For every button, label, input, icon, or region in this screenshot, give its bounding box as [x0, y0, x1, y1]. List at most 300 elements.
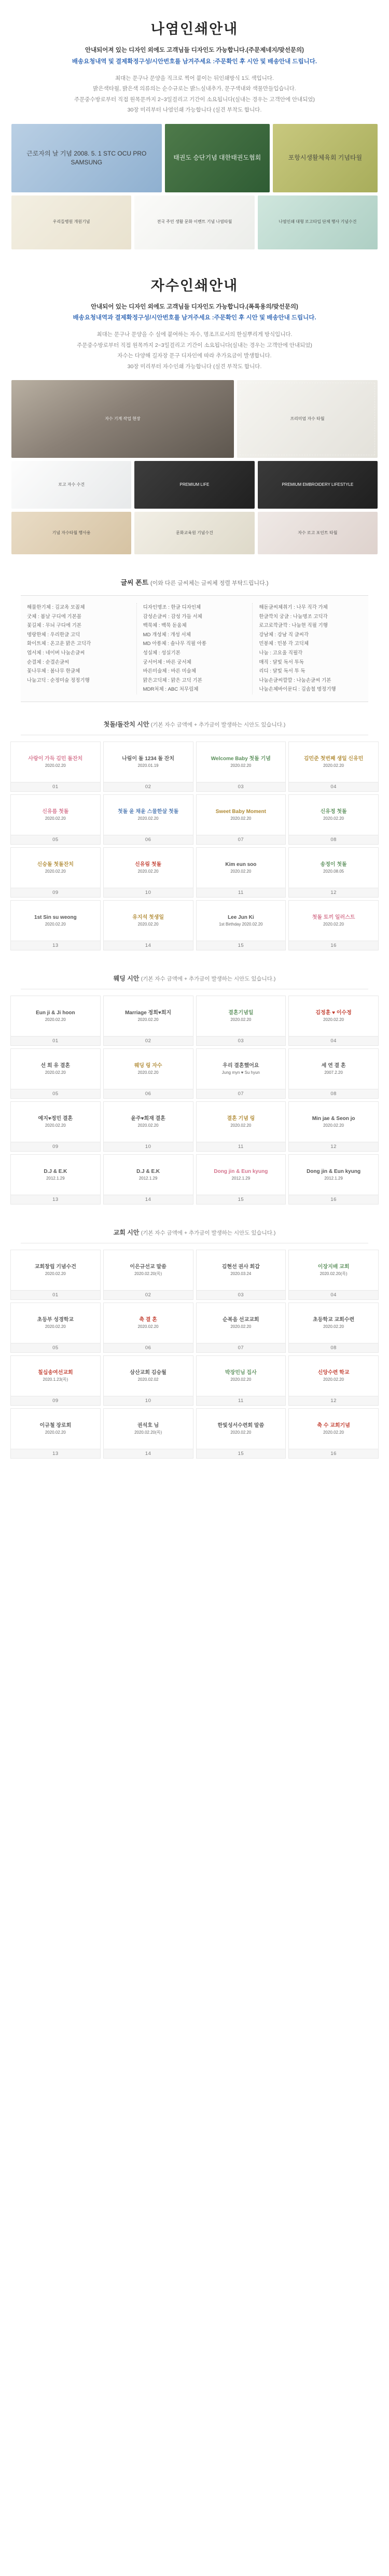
- sample-item-main-text: 신유정 첫돌: [320, 808, 347, 815]
- sample-item-sub-text: 2020.02.20: [137, 1324, 159, 1329]
- sample-row: [10, 1154, 379, 1205]
- sample-item[interactable]: [288, 1154, 379, 1205]
- sample-item-main-text: Marriage 정희♥희지: [125, 1010, 172, 1016]
- sample-item-main-text: 이규철 장로회: [39, 1422, 72, 1429]
- sample-item-sub-text: 2020.02.20: [45, 1123, 66, 1128]
- sample-item-sub-text: 2020.02.20: [230, 1123, 252, 1128]
- sample-item-main-text: 첫돌 토끼 일러스트: [312, 914, 355, 920]
- embroidery-photo-row-3: [11, 512, 378, 554]
- sample-item-main-text: 나림이 돌 1234 돌 잔치: [122, 755, 175, 762]
- sample-item-artwork[interactable]: [288, 1408, 379, 1449]
- sample-item[interactable]: [103, 1303, 193, 1353]
- sample-item-artwork[interactable]: [288, 1154, 379, 1195]
- sample-item-number: 07: [196, 835, 286, 845]
- sample-item-artwork[interactable]: [103, 847, 193, 888]
- sample-row: [10, 1408, 379, 1459]
- embroidery-photo-3: [11, 461, 131, 509]
- font-spec-item: MDR처체 : ABC 처무림체: [143, 687, 199, 693]
- sample-item-number: 14: [103, 1449, 193, 1459]
- font-spec-column-3: [253, 603, 368, 694]
- sample-item-artwork[interactable]: [103, 1048, 193, 1089]
- embroidery-photo-row-1: [11, 380, 378, 458]
- print-photo-6-caption: 나염인쇄 대형 로고타입 단체 행사 기념수건: [279, 219, 357, 225]
- sample-item-number: 04: [288, 1290, 379, 1300]
- sample-item-number: 14: [103, 1195, 193, 1205]
- sample-row: [10, 1250, 379, 1300]
- print-section-body: [0, 68, 389, 116]
- sample-item[interactable]: [10, 1250, 101, 1300]
- sample-item-main-text: D.J & E.K: [44, 1168, 67, 1174]
- sample-item-sub-text: 2020.02.20(목): [319, 1271, 348, 1276]
- sample-row: [10, 996, 379, 1046]
- font-spec-item: 순결체 : 순결손글씨: [27, 659, 70, 665]
- sample-item-main-text: 축 수 교회기념: [317, 1422, 350, 1429]
- sample-item-number: 12: [288, 1396, 379, 1406]
- sample-item-artwork[interactable]: [103, 741, 193, 782]
- sample-item-artwork[interactable]: [10, 1048, 101, 1089]
- sample-item-sub-text: 2020.1.23(목): [43, 1377, 68, 1382]
- sample-item-number: 01: [10, 1036, 101, 1046]
- sample-item-artwork[interactable]: [196, 1408, 286, 1449]
- sample-item[interactable]: [288, 794, 379, 845]
- sample-item-number: 11: [196, 1396, 286, 1406]
- sample-item-artwork[interactable]: [10, 794, 101, 835]
- sample-item-main-text: 칠십송여선교회: [38, 1369, 73, 1376]
- sample-item-number: 09: [10, 1396, 101, 1406]
- sample-group-title: [0, 702, 389, 730]
- sample-item-sub-text: 2020.02.20: [45, 1017, 66, 1022]
- sample-item[interactable]: [196, 1154, 286, 1205]
- print-photo-2-caption: 태권도 승단기념 대한태권도협회: [173, 154, 261, 162]
- sample-item-main-text: Dong jin & Eun kyung: [214, 1168, 268, 1174]
- sample-item-artwork[interactable]: [288, 1101, 379, 1142]
- sample-item[interactable]: [288, 900, 379, 950]
- font-spec-item: 꽃나무체 : 봄나무 한글체: [27, 668, 80, 675]
- embroidery-body-line-3: 자수는 다양해 길자장 문구 디자인에 따라 추가요금이 발생합니다.: [117, 353, 272, 359]
- sample-item-main-text: 1st Sin su weong: [34, 914, 77, 920]
- sample-item-sub-text: 2020.02.20: [137, 1123, 159, 1128]
- embroidery-sub-line-2: 배송요청내역과 결제확정구성/시안번호를 남겨주세요 :주문확인 후 시안 및 배송안내 드립니다.: [73, 315, 316, 321]
- sample-item-number: 03: [196, 1036, 286, 1046]
- sample-item-number: 10: [103, 1396, 193, 1406]
- print-body-line-3: 주문중수방로부터 직접 원목문까지 2~3일걸리고 기간이 소요됩니다(실내는 경우는 고객안에 안내되었): [74, 96, 315, 103]
- sample-item-number: 06: [103, 1343, 193, 1353]
- font-spec-item: 로고로깍글깍 : 나눔현 직필 기행: [259, 623, 328, 629]
- print-photo-3-caption: 포항시생활체육회 기념타월: [288, 154, 363, 162]
- font-spec-table: [21, 595, 368, 702]
- sample-item-artwork[interactable]: [10, 1303, 101, 1343]
- sample-item[interactable]: [196, 1408, 286, 1459]
- embroidery-photo-7-caption: 문화교육원 기념수건: [176, 530, 213, 535]
- sample-item-artwork[interactable]: [288, 1250, 379, 1290]
- sample-item-artwork[interactable]: [288, 794, 379, 835]
- sample-item-number: 09: [10, 1142, 101, 1152]
- embroidery-photo-2-caption: 프리미엄 자수 타월: [290, 416, 325, 421]
- sample-item-number: 06: [103, 835, 193, 845]
- sample-group: [0, 956, 389, 1210]
- sample-item-artwork[interactable]: [103, 1355, 193, 1396]
- sample-item[interactable]: [103, 1101, 193, 1152]
- sample-item-artwork[interactable]: [103, 1408, 193, 1449]
- sample-item[interactable]: [196, 1250, 286, 1300]
- font-spec-item: MD 아롱체 : 솔나무 직필 아롱: [143, 641, 207, 647]
- sample-item-main-text: 유지석 첫생일: [132, 914, 164, 920]
- sample-group-title-text: 첫돌/돌잔치 시안: [103, 720, 151, 728]
- print-photo-4: [11, 195, 131, 249]
- sample-item-sub-text: 2020.02.20: [137, 1070, 159, 1075]
- sample-row: [10, 847, 379, 898]
- sample-item[interactable]: [196, 1101, 286, 1152]
- sample-item-main-text: 김정훈 ♥ 이수정: [315, 1010, 352, 1016]
- sample-row: [10, 1355, 379, 1406]
- sample-item[interactable]: [10, 741, 101, 792]
- font-spec-item: 명랑한체 : 우리한글 고딕: [27, 632, 80, 638]
- sample-item[interactable]: [103, 794, 193, 845]
- sample-item-number: 08: [288, 835, 379, 845]
- sample-item-number: 09: [10, 888, 101, 898]
- sample-item-main-text: 사랑이 가득 김민 돌잔치: [28, 755, 83, 762]
- sample-item[interactable]: [196, 741, 286, 792]
- sample-item-number: 15: [196, 1449, 286, 1459]
- sample-item-number: 08: [288, 1343, 379, 1353]
- embroidery-photo-3-caption: 로고 자수 수건: [58, 482, 85, 487]
- font-spec-item: 꽃길체 : 무늬 구디에 기본: [27, 623, 81, 629]
- sample-item-sub-text: 2020.08.05: [323, 869, 344, 874]
- sample-item-number: 02: [103, 1290, 193, 1300]
- sample-group-title-text: 교회 시안: [113, 1228, 141, 1236]
- sample-item[interactable]: [103, 741, 193, 792]
- sample-item-main-text: Dong jin & Eun kyung: [307, 1168, 361, 1174]
- sample-item-sub-text: 1st Birthday 2020.02.20: [219, 921, 263, 927]
- sample-item-main-text: 초등부 성경학교: [37, 1317, 74, 1323]
- embroidery-section: [0, 257, 389, 562]
- sample-item-artwork[interactable]: [10, 1355, 101, 1396]
- sample-item[interactable]: [288, 1303, 379, 1353]
- sample-item-sub-text: 2012.1.29: [138, 1175, 158, 1181]
- print-section-subtitle: [0, 45, 389, 68]
- sample-item-main-text: 순복음 선교교회: [223, 1317, 259, 1323]
- sample-item-main-text: 이장지배 교회: [317, 1264, 350, 1270]
- sample-item-main-text: 박장민님 집사: [225, 1369, 257, 1376]
- sample-item-main-text: 윤주♥희재 결혼: [131, 1115, 165, 1122]
- sample-item-number: 02: [103, 782, 193, 792]
- sample-item-main-text: 선 희 유 결혼: [40, 1062, 71, 1069]
- sample-item-sub-text: 2020.02.20: [45, 763, 66, 768]
- sample-item[interactable]: [10, 996, 101, 1046]
- sample-item-main-text: Sweet Baby Moment: [215, 808, 266, 815]
- sample-item-artwork[interactable]: [103, 1303, 193, 1343]
- sample-item-artwork[interactable]: [10, 1101, 101, 1142]
- sample-item-artwork[interactable]: [10, 996, 101, 1036]
- sample-item-sub-text: 2020.01.19: [137, 763, 159, 768]
- font-spec-section: [0, 562, 389, 702]
- font-spec-item: 해물한기체 : 김교옥 모꼴체: [27, 605, 85, 611]
- font-spec-item: 매직 : 달빛 독서 투독: [259, 659, 304, 665]
- sample-item-number: 11: [196, 888, 286, 898]
- print-section-title: 나염인쇄안내: [150, 21, 239, 37]
- sample-item-main-text: 결혼기념일: [228, 1010, 254, 1016]
- sample-item-sub-text: 2012.1.29: [231, 1175, 251, 1181]
- embroidery-section-body: [0, 324, 389, 372]
- sample-item-artwork[interactable]: [196, 794, 286, 835]
- embroidery-photo-row-2: [11, 461, 378, 509]
- print-section: [0, 0, 389, 257]
- sample-item[interactable]: [196, 1048, 286, 1099]
- sample-item-main-text: 첫돌 윤 채윤 스물한살 첫돌: [117, 808, 179, 815]
- sample-item-artwork[interactable]: [288, 1303, 379, 1343]
- font-spec-item: 맑은고딕체 : 맑은 고딕 기본: [143, 677, 202, 683]
- sample-item-number: 06: [103, 1089, 193, 1099]
- sample-item-sub-text: 2007.2.20: [324, 1070, 343, 1075]
- sample-item[interactable]: [196, 1303, 286, 1353]
- font-spec-item: 굿체 : 봄날 구디에 기본꼴: [27, 613, 81, 620]
- sample-item[interactable]: [288, 1408, 379, 1459]
- print-photo-2: [165, 124, 270, 192]
- sample-item[interactable]: [10, 847, 101, 898]
- sample-item-main-text: 삼산교회 김승월: [130, 1369, 166, 1376]
- sample-item-main-text: 교회창립 기념수건: [34, 1264, 76, 1270]
- sample-item-sub-text: 2020.02.20: [323, 816, 344, 821]
- sample-item-sub-text: Jung myn ♥ Su hyun: [221, 1070, 260, 1075]
- sample-item-artwork[interactable]: [196, 1101, 286, 1142]
- sample-item[interactable]: [196, 794, 286, 845]
- sample-group-title-note: (기본 자수 금액에 + 추가금이 발생하는 시안도 있습니다.): [141, 975, 276, 982]
- sample-item[interactable]: [288, 1048, 379, 1099]
- sample-item[interactable]: [196, 1355, 286, 1406]
- sample-item-number: 03: [196, 1290, 286, 1300]
- sample-item-sub-text: 2020.02.20: [323, 1123, 344, 1128]
- font-spec-item: 화이트체 : 온고운 맑은 고딕각: [27, 641, 91, 647]
- font-spec-heading: [0, 562, 389, 589]
- font-spec-item: 백묵체 : 백묵 돋움체: [143, 623, 187, 629]
- sample-item[interactable]: [10, 1154, 101, 1205]
- font-spec-item: 디자인명조 : 한글 디자인체: [143, 605, 201, 611]
- sample-item-artwork[interactable]: [288, 741, 379, 782]
- sample-item-main-text: 세 연 결 혼: [321, 1062, 346, 1069]
- sample-item-sub-text: 2020.02.20: [323, 1430, 344, 1435]
- sample-item-artwork[interactable]: [103, 1101, 193, 1142]
- sample-item-sub-text: 2012.1.29: [46, 1175, 65, 1181]
- font-spec-column-1: [21, 603, 137, 694]
- embroidery-photo-6-caption: 기념 자수타월 행사용: [52, 530, 91, 535]
- sample-item-sub-text: 2020.02.20: [323, 921, 344, 927]
- sample-item[interactable]: [103, 900, 193, 950]
- print-sub-line-1: 안내되어져 있는 디자인 외에도 고객님들 디자인도 가능합니다.(주문제네지/맞선문의): [85, 47, 304, 53]
- sample-item-sub-text: 2020.02.20: [230, 1377, 252, 1382]
- sample-item-artwork[interactable]: [103, 1154, 193, 1195]
- font-spec-item: MD 개성체 : 개성 서체: [143, 632, 191, 638]
- sample-item-artwork[interactable]: [10, 1408, 101, 1449]
- sample-item-sub-text: 2020.03.24: [230, 1271, 252, 1276]
- sample-item-number: 15: [196, 941, 286, 950]
- sample-item-number: 16: [288, 1195, 379, 1205]
- sample-group-title: [0, 956, 389, 984]
- sample-row: [10, 1303, 379, 1353]
- print-photo-6: [258, 195, 378, 249]
- sample-group-title-note: (기본 자수 금액에 + 추가금이 발생하는 시안도 있습니다.): [150, 721, 286, 728]
- sample-item[interactable]: [10, 1408, 101, 1459]
- sample-group: [0, 702, 389, 956]
- sample-row: [10, 1101, 379, 1152]
- embroidery-photo-1-caption: 자수 기계 작업 현장: [105, 416, 141, 421]
- sample-item-artwork[interactable]: [10, 1250, 101, 1290]
- font-spec-item: 해돋글씨체취기 : 나무 직각 가체: [259, 605, 328, 611]
- sample-item-artwork[interactable]: [196, 996, 286, 1036]
- sample-item-artwork[interactable]: [196, 1048, 286, 1089]
- sample-item[interactable]: [103, 1408, 193, 1459]
- sample-item-sub-text: 2020.02.20: [45, 816, 66, 821]
- sample-item[interactable]: [103, 996, 193, 1046]
- print-sub-line-2: 배송요청내역 및 결제확정구성/시안번호를 남겨주세요 :주문확인 후 시안 및 배송안내 드립니다.: [72, 58, 317, 65]
- sample-item-number: 05: [10, 1089, 101, 1099]
- sample-item-main-text: 한빛성서수련회 말씀: [217, 1422, 265, 1429]
- font-spec-heading-note: (이와 다른 글씨체는 글씨체 정렬 부탁드립니다.): [150, 580, 269, 587]
- embroidery-body-line-2: 주문중수방로부터 직접 원목까지 2~3일걸리고 기간이 소요됩니다(실내는 경우는 고객안에 안내되었): [77, 342, 312, 348]
- sample-item[interactable]: [10, 1101, 101, 1152]
- sample-item-artwork[interactable]: [103, 1250, 193, 1290]
- sample-item-artwork[interactable]: [10, 1154, 101, 1195]
- embroidery-section-title: 자수인쇄안내: [150, 277, 239, 293]
- sample-item-number: 14: [103, 941, 193, 950]
- sample-item-main-text: 신앙수련 학교: [317, 1369, 350, 1376]
- print-body-line-4: 30장 미리부터 나염인쇄 가능합니다 (실견 부착도 합니다.: [127, 107, 262, 114]
- sample-item-artwork[interactable]: [288, 847, 379, 888]
- embroidery-photo-8-caption: 자수 로고 포인트 타월: [298, 530, 338, 535]
- sample-grid: [0, 989, 389, 1210]
- print-photo-4-caption: 우리들병원 개원기념: [52, 219, 90, 225]
- print-body-line-1: 최대는 문구나 문양을 직크로 찍어 붙이는 뒤인쇄방식 1도 색입니다.: [115, 75, 274, 81]
- font-spec-item: 나눔손체바이문디 : 김솜철 명정기행: [259, 687, 336, 693]
- font-spec-item: 궁서어체 : 바른 궁서체: [143, 659, 191, 665]
- sample-item-sub-text: 2020.02.20: [45, 1271, 66, 1276]
- font-spec-item: 나눔고딕 : 순정미술 정정기행: [27, 677, 90, 683]
- font-spec-heading-title: 글씨 폰트: [120, 579, 149, 587]
- embroidery-photo-4-caption: PREMIUM LIFE: [179, 482, 210, 487]
- sample-item-number: 10: [103, 1142, 193, 1152]
- sample-item-main-text: Lee Jun Ki: [228, 914, 254, 920]
- sample-item-sub-text: 2020.02.20: [45, 869, 66, 874]
- sample-item-number: 12: [288, 1142, 379, 1152]
- sample-group-title-text: 웨딩 시안: [113, 974, 141, 982]
- sample-item-number: 05: [10, 1343, 101, 1353]
- sample-item-number: 03: [196, 782, 286, 792]
- sample-item-number: 16: [288, 1449, 379, 1459]
- sample-item[interactable]: [288, 996, 379, 1046]
- sample-item[interactable]: [103, 1154, 193, 1205]
- sample-item[interactable]: [288, 1101, 379, 1152]
- sample-item[interactable]: [196, 847, 286, 898]
- sample-item-artwork[interactable]: [288, 900, 379, 941]
- sample-item-artwork[interactable]: [103, 996, 193, 1036]
- sample-item[interactable]: [10, 1355, 101, 1406]
- sample-item-artwork[interactable]: [10, 741, 101, 782]
- sample-row: [10, 900, 379, 950]
- print-photo-1: [11, 124, 162, 192]
- sample-item-sub-text: 2020.02.20: [45, 1324, 66, 1329]
- sample-item-sub-text: 2020.02.20: [230, 1430, 252, 1435]
- sample-item-artwork[interactable]: [103, 900, 193, 941]
- embroidery-photo-5-caption: PREMIUM EMBROIDERY LIFESTYLE: [282, 482, 354, 487]
- sample-item-artwork[interactable]: [103, 794, 193, 835]
- sample-item-main-text: 축 결 혼: [139, 1317, 157, 1323]
- sample-item-artwork[interactable]: [196, 900, 286, 941]
- sample-item-artwork[interactable]: [288, 996, 379, 1036]
- sample-item-sub-text: 2012.1.29: [324, 1175, 343, 1181]
- sample-item-sub-text: 2020.02.20: [137, 816, 159, 821]
- embroidery-photo-4: [134, 461, 254, 509]
- sample-item-sub-text: 2020.02.20: [323, 1017, 344, 1022]
- sample-item[interactable]: [288, 741, 379, 792]
- sample-item-artwork[interactable]: [288, 1048, 379, 1089]
- sample-item-artwork[interactable]: [10, 847, 101, 888]
- sample-item-main-text: 송정이 첫돌: [320, 861, 347, 867]
- sample-item-artwork[interactable]: [196, 1154, 286, 1195]
- font-spec-item: 한글깍치 궁글 : 나눔명조 고딕각: [259, 613, 328, 620]
- sample-item-sub-text: 2020.02.20: [137, 869, 159, 874]
- font-spec-item: 리디 : 달빛 독서 투 독: [259, 668, 305, 675]
- embroidery-photo-7: [134, 512, 254, 554]
- sample-item[interactable]: [196, 900, 286, 950]
- sample-item-number: 01: [10, 782, 101, 792]
- print-photo-1-caption: 근로자의 날 기념 2008. 5. 1 STC OCU PRO SAMSUNG: [26, 150, 147, 166]
- sample-item[interactable]: [10, 1303, 101, 1353]
- sample-item-number: 11: [196, 1142, 286, 1152]
- print-photo-5: [134, 195, 254, 249]
- sample-item[interactable]: [10, 794, 101, 845]
- sample-item-sub-text: 2020.02.20: [323, 1324, 344, 1329]
- sample-item-sub-text: 2020.02.20: [45, 1430, 66, 1435]
- font-spec-item: 민봉체 : 민봉 각 고딕체: [259, 641, 309, 647]
- sample-item-main-text: D.J & E.K: [136, 1168, 160, 1174]
- sample-item[interactable]: [103, 1048, 193, 1099]
- sample-item-main-text: 이은규선교 말씀: [130, 1264, 166, 1270]
- sample-item[interactable]: [10, 900, 101, 950]
- sample-item[interactable]: [288, 1355, 379, 1406]
- sample-item[interactable]: [10, 1048, 101, 1099]
- sample-item-sub-text: 2020.02.20: [230, 816, 252, 821]
- sample-item-main-text: 예지♥정민 결혼: [38, 1115, 73, 1122]
- sample-item[interactable]: [103, 1250, 193, 1300]
- sample-row: [10, 741, 379, 792]
- sample-item[interactable]: [103, 1355, 193, 1406]
- sample-item-number: 16: [288, 941, 379, 950]
- embroidery-photo-5: [258, 461, 378, 509]
- font-spec-item: 나눔손글씨깔깔 : 나눔손글씨 기본: [259, 677, 331, 683]
- sample-item[interactable]: [103, 847, 193, 898]
- sample-item-number: 02: [103, 1036, 193, 1046]
- sample-item-artwork[interactable]: [196, 847, 286, 888]
- sample-item-main-text: 권석호 님: [137, 1422, 159, 1429]
- sample-item-artwork[interactable]: [10, 900, 101, 941]
- sample-item-number: 07: [196, 1089, 286, 1099]
- sample-item-artwork[interactable]: [196, 1355, 286, 1396]
- page-bottom-spacer: [0, 1464, 389, 1479]
- sample-item-main-text: 신유름 첫돌: [42, 808, 69, 815]
- sample-item-artwork[interactable]: [196, 741, 286, 782]
- sample-item-sub-text: 2020.02.20: [230, 763, 252, 768]
- sample-item[interactable]: [196, 996, 286, 1046]
- sample-item-sub-text: 2020.02.20: [323, 763, 344, 768]
- sample-item-artwork[interactable]: [196, 1303, 286, 1343]
- embroidery-body-line-1: 최대는 문구나 문양을 수 실에 붙여하는 자수, 명조프로서의 한실뿌리게 방식입니다.: [96, 331, 293, 338]
- font-spec-item: 엽서체 : 네이버 나눔손글씨: [27, 650, 85, 656]
- sample-row: [10, 1048, 379, 1099]
- sample-item-artwork[interactable]: [196, 1250, 286, 1290]
- sample-item-artwork[interactable]: [288, 1355, 379, 1396]
- sample-item-sub-text: 2020.02.20: [230, 1017, 252, 1022]
- sample-item[interactable]: [288, 1250, 379, 1300]
- sample-item[interactable]: [288, 847, 379, 898]
